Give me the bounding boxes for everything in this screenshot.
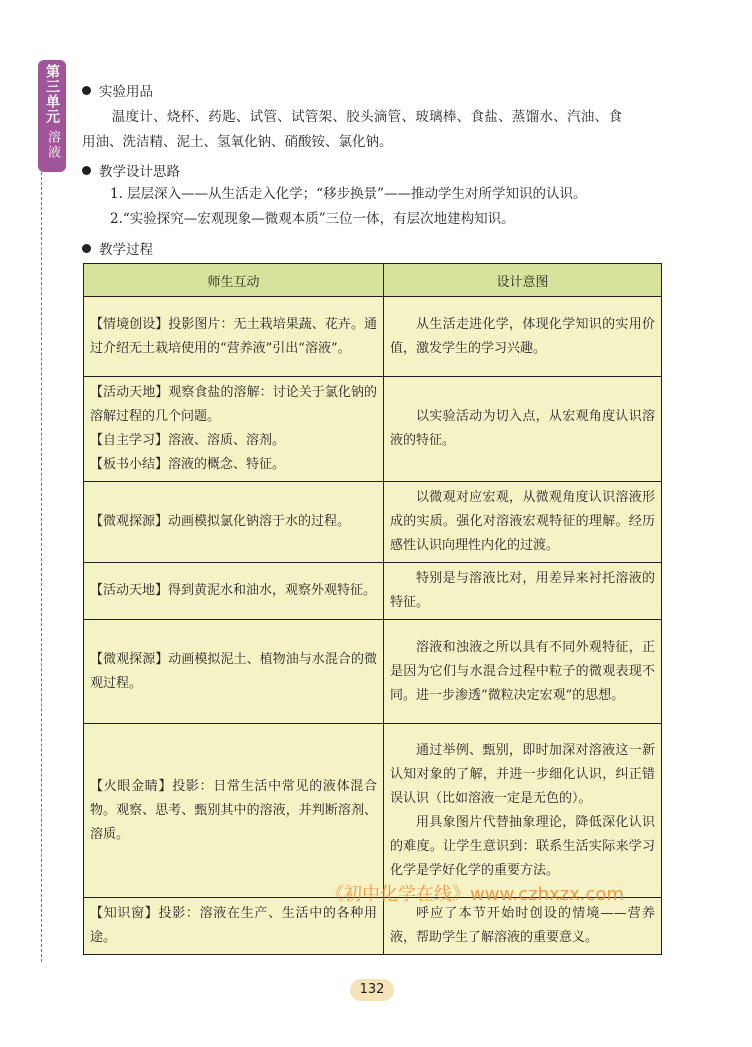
column-header-intent: 设计意图 [384, 264, 662, 297]
design-item-1: 1. 层层深入——从生活走入化学；“移步换景”——推动学生对所学知识的认识。 [110, 186, 587, 202]
page-number: 132 [350, 979, 394, 1001]
table-row [84, 297, 662, 377]
column-header-interaction: 师生互动 [84, 264, 384, 297]
interaction-cell: 【微观探源】动画模拟泥土、植物油与水混合的微观过程。 [84, 620, 384, 724]
unit-sidebar-tab [38, 60, 66, 172]
materials-heading: 实验用品 [99, 84, 153, 100]
design-section [82, 160, 662, 232]
watermark: 《初中化学在线》www.czhxzx.com [326, 884, 624, 905]
table-row [84, 620, 662, 724]
teaching-process-table [83, 263, 662, 955]
interaction-cell: 【活动天地】得到黄泥水和油水，观察外观特征。 [84, 563, 384, 620]
bullet-icon [82, 86, 91, 95]
design-heading: 教学设计思路 [99, 164, 180, 180]
table-row [84, 563, 662, 620]
table-row [84, 898, 662, 955]
interaction-cell: 【微观探源】动画模拟氯化钠溶于水的过程。 [84, 482, 384, 563]
unit-title: 第三单元 [44, 64, 60, 124]
intent-cell: 呼应了本节开始时创设的情境——营养液，帮助学生了解溶液的重要意义。 [384, 898, 662, 955]
table-row [84, 724, 662, 898]
interaction-cell: 【知识窗】投影：溶液在生产、生活中的各种用途。 [84, 898, 384, 955]
intent-cell: 溶液和浊液之所以具有不同外观特征，正是因为它们与水混合过程中粒子的微观表现不同。进一步渗透“微粒决定宏观”的思想。 [384, 620, 662, 724]
bullet-icon [82, 244, 91, 253]
process-section [82, 238, 153, 258]
interaction-cell: 【情境创设】投影图片：无土栽培果蔬、花卉。通过介绍无土栽培使用的“营养液”引出“溶液”。 [84, 297, 384, 377]
table-row [84, 482, 662, 563]
table-row [84, 377, 662, 482]
intent-cell: 通过举例、甄别，即时加深对溶液这一新认知对象的了解，并进一步细化认识，纠正错误认识（比如溶液一定是无色的）。 用具象图片代替抽象理论，降低深化认识的难度。让学生意识到：联系生活实际来学习化学是学好化学的重要方法。 [384, 724, 662, 898]
sidebar-dashed-line [41, 172, 42, 962]
design-item-2: 2.“实验探究—宏观现象—微观本质”三位一体，有层次地建构知识。 [110, 211, 515, 227]
process-heading: 教学过程 [99, 242, 153, 258]
intent-cell: 特别是与溶液比对，用差异来衬托溶液的特征。 [384, 563, 662, 620]
intent-cell: 以实验活动为切入点，从宏观角度认识溶液的特征。 [384, 377, 662, 482]
unit-subject: 溶液 [45, 130, 60, 160]
materials-line-2: 用油、洗洁精、泥土、氢氧化钠、硝酸铵、氯化钠。 [82, 134, 393, 150]
materials-section [82, 80, 662, 155]
materials-line-1: 温度计、烧杯、药匙、试管、试管架、胶头滴管、玻璃棒、食盐、蒸馏水、汽油、食 [111, 109, 623, 125]
intent-cell: 从生活走进化学，体现化学知识的实用价值，激发学生的学习兴趣。 [384, 297, 662, 377]
interaction-cell: 【火眼金睛】投影：日常生活中常见的液体混合物。观察、思考、甄别其中的溶液，并判断溶剂、溶质。 [84, 724, 384, 898]
intent-cell: 以微观对应宏观，从微观角度认识溶液形成的实质。强化对溶液宏观特征的理解。经历感性认识向理性内化的过渡。 [384, 482, 662, 563]
bullet-icon [82, 166, 91, 175]
interaction-cell: 【活动天地】观察食盐的溶解：讨论关于氯化钠的溶解过程的几个问题。 【自主学习】溶液、溶质、溶剂。 【板书小结】溶液的概念、特征。 [84, 377, 384, 482]
